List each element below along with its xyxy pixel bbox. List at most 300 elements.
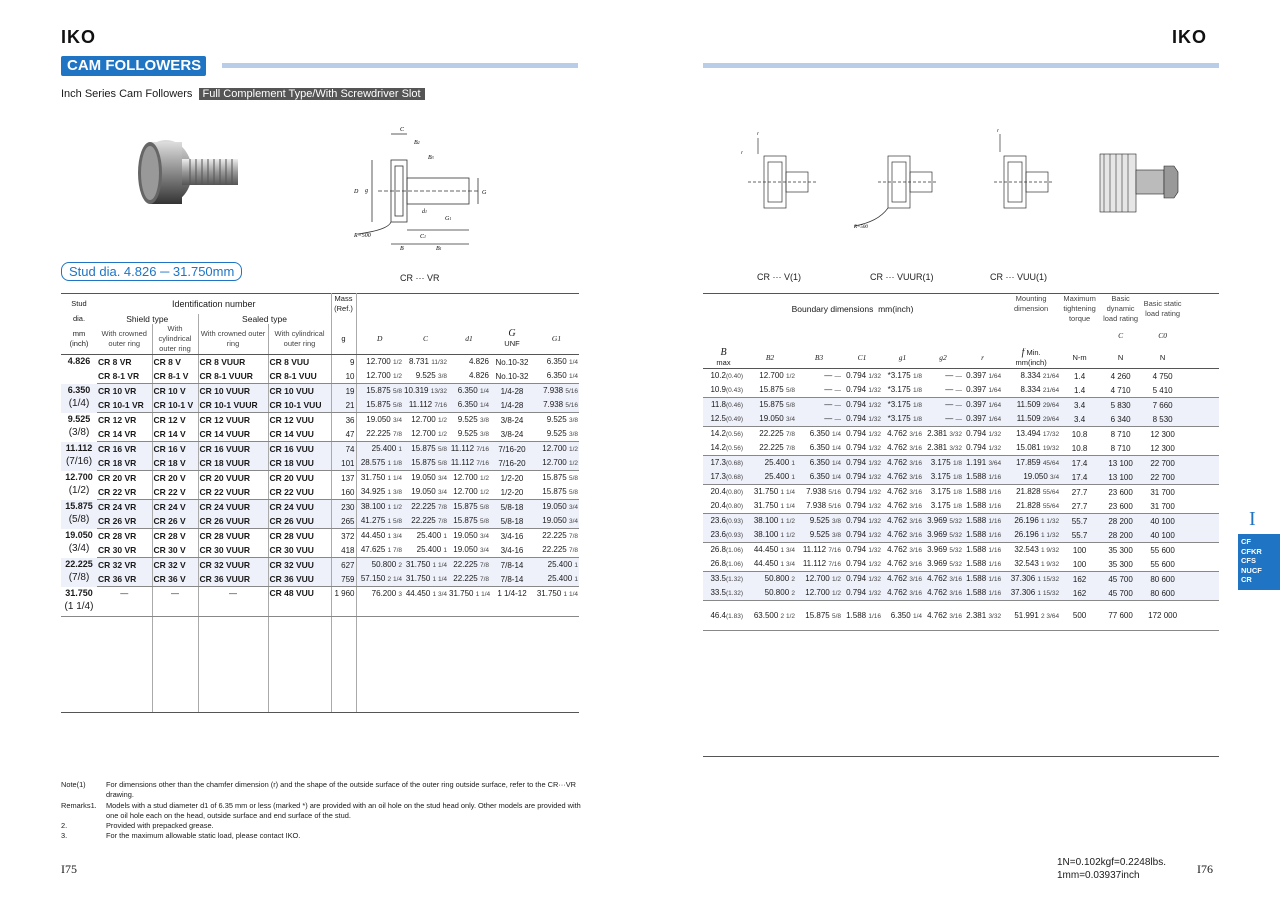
d1-cell: [448, 384, 490, 399]
b3-value: 6.350: [809, 429, 830, 438]
d-value: 31.750: [360, 473, 386, 482]
table-row: [61, 587, 579, 617]
b-value: 26.8: [710, 559, 727, 568]
th-r: r: [963, 348, 1002, 369]
b-value: 20.4: [710, 487, 727, 496]
g1-value: 7.938: [543, 400, 564, 409]
b3-cell: [796, 557, 842, 572]
table-row: [703, 499, 1219, 514]
g2-cell: [923, 601, 963, 631]
stud-dia-cell: [61, 442, 97, 471]
r-fraction: 1/16: [988, 474, 1002, 481]
b3-cell: [796, 412, 842, 427]
c-cell: [403, 514, 448, 529]
f-fraction: 29/64: [1042, 402, 1060, 409]
b3-value: 7.938: [806, 487, 827, 496]
d-cell: [356, 442, 403, 457]
d-cell: [356, 413, 403, 428]
d1-fraction: 3/8: [479, 417, 489, 424]
th-g: g: [331, 324, 356, 355]
torque-cell: 27.7: [1071, 487, 1088, 497]
c1-cell: [842, 412, 882, 427]
d-cell: [356, 500, 403, 515]
d1-fraction: 1/4: [479, 402, 489, 409]
g2-fraction: 1/8: [952, 474, 962, 481]
d1-value: 12.700: [453, 473, 478, 482]
stud-mm: 31.750: [65, 587, 93, 598]
c1-value: 0.794: [846, 443, 867, 452]
b-cell: [703, 499, 744, 514]
d-fraction: 5/8: [392, 388, 402, 395]
f-value: 37.306: [1010, 588, 1036, 597]
d1-fraction: 1/4: [479, 388, 489, 395]
shield-cyl-id: CR 8-1 V: [152, 369, 198, 384]
g2-value: 3.969: [927, 516, 948, 525]
tab-item-nucf: NUCF: [1241, 565, 1262, 575]
table-row: [61, 355, 579, 370]
g2-cell: [923, 456, 963, 471]
r-value: 1.588: [966, 501, 987, 510]
shield-cyl-id: CR 8 V: [152, 355, 198, 370]
r-cell: [963, 528, 1002, 543]
g1-fraction: 1/2: [568, 446, 578, 453]
b2-cell: [744, 441, 796, 456]
c-value: 19.050: [411, 473, 436, 482]
d1-value: 11.112: [450, 444, 475, 453]
b-value: 10.9: [710, 385, 727, 394]
c1-value: 0.794: [846, 400, 867, 409]
c1-fraction: 1/32: [868, 402, 881, 409]
g2-cell: [923, 514, 963, 529]
g2-cell: [923, 383, 963, 398]
g1-value: 25.400: [547, 560, 573, 569]
d-value: 38.100: [360, 502, 386, 511]
subtitle: Inch Series Cam Followers Full Complement Type/With Screwdriver Slot: [61, 88, 425, 100]
g1-cell: [534, 485, 579, 500]
b2-fraction: 2: [791, 590, 795, 597]
caption-cr-vuu: CR ··· VUU(1): [990, 272, 1047, 282]
r-cell: [963, 456, 1002, 471]
d-cell: [356, 529, 403, 544]
r-cell: [963, 383, 1002, 398]
th-B2: B2: [744, 348, 796, 369]
th-g2: g2: [923, 348, 963, 369]
dyn-load-cell: 35 300: [1108, 545, 1133, 555]
d-cell: [356, 587, 403, 617]
c1-cell: [842, 499, 882, 514]
g2-cell: [923, 543, 963, 558]
r-fraction: 3/64: [988, 460, 1002, 467]
mass-cell: 19: [331, 384, 356, 399]
d-cell: [356, 514, 403, 529]
c-fraction: 13/32: [430, 388, 447, 395]
c-cell: [403, 587, 448, 617]
c1-cell: [842, 456, 882, 471]
dyn-load-cell: 77 600: [1099, 601, 1142, 631]
c1-fraction: 1/16: [868, 612, 881, 620]
g1-cell: [882, 601, 923, 631]
b2-fraction: 5/8: [785, 402, 795, 409]
mass-cell: 265: [331, 514, 356, 529]
r-cell: [963, 412, 1002, 427]
svg-text:G1: G1: [445, 216, 452, 222]
note-text: For the maximum allowable static load, please contact IKO.: [106, 831, 301, 841]
b-cell: [703, 470, 744, 485]
shield-crowned-id: CR 14 VR: [97, 427, 152, 442]
d1-cell: [448, 413, 490, 428]
side-index-tab[interactable]: [1238, 534, 1280, 590]
r-value: 0.794: [966, 429, 987, 438]
d-value: 28.575: [360, 458, 386, 467]
f-value: 37.306: [1010, 574, 1036, 583]
sealed-cyl-id: CR 8-1 VUU: [268, 369, 331, 384]
c-value: 19.050: [411, 487, 436, 496]
f-cell: [1002, 398, 1060, 413]
c-fraction: 3/4: [437, 489, 447, 496]
b3-cell: [796, 543, 842, 558]
b2-value: 31.750: [753, 501, 779, 510]
f-value: 11.509: [1016, 414, 1041, 423]
tab-item-cr: CR: [1241, 575, 1252, 584]
b-cell: [703, 557, 744, 572]
note-line: [61, 831, 581, 841]
g1-cell: [534, 442, 579, 457]
g1-cell: [882, 470, 923, 485]
c1-value: 0.794: [846, 371, 867, 380]
shield-cyl-id: CR 22 V: [152, 485, 198, 500]
dyn-load-cell: 4 260: [1110, 371, 1131, 381]
svg-text:d1: d1: [422, 209, 427, 215]
torque-cell: 17.4: [1060, 470, 1099, 485]
g1-cell: [882, 383, 923, 398]
b-value: 23.6: [710, 530, 727, 539]
note-key: Note(1): [61, 780, 86, 789]
b3-fraction: 7/16: [828, 561, 841, 568]
sealed-cyl-id: CR 36 VUU: [268, 572, 331, 587]
svg-text:R=500: R=500: [854, 225, 868, 230]
g1-cell: [534, 471, 579, 486]
d1-fraction: 7/8: [479, 562, 489, 569]
th-Cdyn: C: [1118, 331, 1124, 340]
r-cell: [963, 543, 1002, 558]
r-value: 0.794: [966, 443, 987, 452]
unf-thread-cell: 1/2-20: [500, 473, 524, 483]
b2-fraction: 3/4: [785, 416, 795, 423]
f-value: 21.828: [1016, 501, 1041, 510]
r-fraction: 1/16: [988, 489, 1002, 496]
r-cell: [963, 499, 1002, 514]
d-cell: [356, 369, 403, 384]
c-value: 15.875: [411, 458, 436, 467]
c-cell: [403, 485, 448, 500]
shield-crowned-id: CR 28 VR: [97, 529, 152, 544]
c1-fraction: 1/32: [868, 474, 881, 481]
shield-cyl-id: CR 36 V: [152, 572, 198, 587]
c1-fraction: 1/32: [868, 576, 881, 583]
r-value: 2.381: [966, 610, 987, 620]
d1-value: 12.700: [453, 487, 478, 496]
d1-fraction: 5/8: [479, 518, 489, 525]
c1-value: 0.794: [846, 545, 867, 554]
sealed-cyl-id: CR 28 VUU: [268, 529, 331, 544]
cam-follower-photo: [128, 132, 248, 214]
b-value: 20.4: [710, 501, 727, 510]
th-G: G UNF: [490, 324, 534, 355]
c-value: 44.450: [405, 589, 431, 598]
b3-fraction: —: [834, 402, 841, 409]
g2-fraction: 5/32: [949, 518, 962, 525]
unf-thread-cell: No.10-32: [495, 357, 529, 367]
f-fraction: 1 1/32: [1041, 532, 1060, 539]
th-mount: Mounting dimension: [1002, 294, 1060, 349]
d1-value: 15.875: [453, 502, 478, 511]
f-cell: [1002, 369, 1060, 384]
g2-fraction: —: [955, 416, 962, 423]
shield-cyl-id: CR 12 V: [152, 413, 198, 428]
b2-value: 63.500: [753, 610, 779, 620]
g1-value: *3.175: [887, 414, 911, 423]
b2-value: 31.750: [753, 487, 779, 496]
b3-value: 6.350: [809, 472, 830, 481]
b-value: 11.8: [711, 400, 727, 409]
r-value: 1.588: [966, 588, 987, 597]
b-cell: [703, 441, 744, 456]
g1-fraction: 3/16: [909, 547, 922, 554]
table-row: [703, 441, 1219, 456]
f-cell: [1002, 601, 1060, 631]
f-cell: [1002, 485, 1060, 500]
r-fraction: 1/32: [988, 431, 1002, 438]
th-N2: N: [1142, 348, 1183, 369]
b-inch: (0.43): [726, 387, 743, 394]
c1-value: 0.794: [846, 458, 867, 467]
b-cell: [703, 572, 744, 587]
svg-text:R=500: R=500: [354, 233, 371, 239]
c1-fraction: 1/32: [868, 590, 881, 597]
b3-fraction: —: [834, 416, 841, 423]
table-row: [61, 413, 579, 428]
d1-fraction: 1 1/4: [475, 591, 490, 598]
b2-cell: [744, 470, 796, 485]
stud-inch: (7/8): [68, 571, 90, 583]
g1-fraction: 3/16: [909, 460, 922, 467]
b2-cell: [744, 601, 796, 631]
page-number-left: I75: [61, 862, 77, 876]
th-dia: dia.: [72, 314, 86, 323]
d1-cell: [448, 355, 490, 370]
sealed-crowned-id: —: [198, 587, 268, 617]
mass-cell: 627: [331, 558, 356, 573]
d-cell: [356, 384, 403, 399]
c-cell: [403, 384, 448, 399]
d-cell: [356, 558, 403, 573]
g1-value: 4.762: [887, 501, 908, 510]
d1-cell: [448, 369, 490, 384]
c-fraction: 7/8: [437, 504, 447, 511]
d1-fraction: 5/8: [479, 504, 489, 511]
b3-value: —: [824, 385, 833, 394]
c-cell: [403, 355, 448, 370]
g2-cell: [923, 572, 963, 587]
f-cell: [1002, 470, 1060, 485]
g2-cell: [923, 369, 963, 384]
g1-fraction: 3/16: [909, 518, 922, 525]
b2-fraction: 1 1/4: [780, 489, 795, 496]
b2-fraction: 1 1/4: [780, 503, 795, 510]
c-value: 31.750: [405, 560, 431, 569]
torque-cell: 3.4: [1060, 412, 1099, 427]
sealed-cyl-id: CR 20 VUU: [268, 471, 331, 486]
d-fraction: 1 3/8: [387, 489, 402, 496]
c1-fraction: 1/32: [868, 489, 881, 496]
b3-fraction: 1/4: [831, 431, 841, 438]
th-torque: Maximum tightening torque: [1060, 294, 1099, 349]
b3-value: —: [824, 400, 833, 409]
g1-fraction: 5/16: [565, 388, 578, 395]
g1-fraction: 1/4: [912, 612, 922, 620]
g1-value: 4.762: [887, 458, 908, 467]
th-B3: B3: [796, 348, 842, 369]
b-inch: (0.40): [726, 373, 743, 380]
r-value: 1.588: [966, 545, 987, 554]
svg-text:G: G: [482, 190, 487, 196]
c1-fraction: 1/32: [868, 445, 881, 452]
g1-value: 12.700: [542, 458, 567, 467]
b-inch: (0.68): [726, 474, 743, 481]
table-row: [61, 572, 579, 587]
b2-fraction: 2: [791, 576, 795, 583]
d1-cell: [448, 587, 490, 617]
c-value: 10.319: [404, 386, 429, 395]
g1-value: 19.050: [542, 516, 567, 525]
d-value: 76.200: [371, 589, 397, 598]
g2-fraction: 3/32: [949, 445, 962, 452]
b2-fraction: 2 1/2: [780, 612, 795, 620]
drawing-caption-cr-vr: CR ··· VR: [400, 273, 440, 283]
d1-value: 22.225: [453, 574, 478, 583]
r-value: 0.397: [966, 400, 987, 409]
g2-value: 3.969: [927, 545, 948, 554]
d-cell: [356, 572, 403, 587]
dyn-load-cell: 13 100: [1099, 470, 1142, 485]
c1-value: 0.794: [846, 574, 867, 583]
f-fraction: 55/64: [1042, 489, 1060, 496]
th-cyl-1: With cylindrical outer ring: [152, 324, 198, 355]
shield-cyl-id: CR 30 V: [152, 543, 198, 558]
b3-fraction: 3/8: [831, 518, 841, 525]
d1-fraction: 3/4: [479, 533, 489, 540]
b3-value: 15.875: [805, 610, 830, 620]
table-row: [703, 543, 1219, 558]
c-value: 25.400: [416, 545, 442, 554]
g2-fraction: 5/32: [949, 561, 962, 568]
torque-cell: 500: [1060, 601, 1099, 631]
unf-thread-cell: 5/8-18: [490, 500, 534, 515]
d-fraction: 5/8: [392, 402, 402, 409]
sealed-cyl-id: CR 8 VUU: [268, 355, 331, 370]
b3-cell: [796, 601, 842, 631]
torque-cell: 162: [1060, 586, 1099, 601]
b-value: 10.2: [710, 371, 727, 380]
svg-text:r: r: [741, 151, 743, 156]
mass-cell: 47: [331, 427, 356, 442]
g1-value: *3.175: [887, 400, 911, 409]
stud-inch: (1 1/4): [64, 600, 94, 612]
f-fraction: 3/4: [1050, 474, 1060, 481]
g2-cell: [923, 557, 963, 572]
dim-c: C: [400, 127, 405, 133]
mass-cell: 160: [331, 485, 356, 500]
unf-thread-cell: 1/2-20: [490, 485, 534, 500]
r-fraction: 3/32: [988, 612, 1002, 620]
c1-fraction: 1/32: [868, 503, 881, 510]
table-filler: [703, 631, 1219, 757]
th-units: mm (inch): [61, 324, 97, 355]
r-fraction: 1/64: [988, 402, 1002, 409]
c-fraction: 1/2: [437, 431, 447, 438]
b2-cell: [744, 369, 796, 384]
g1-cell: [534, 500, 579, 515]
g1-fraction: 3/4: [568, 504, 578, 511]
stud-mm: 15.875: [65, 500, 93, 511]
stud-dia-cell: [61, 587, 97, 617]
g2-cell: [923, 398, 963, 413]
torque-cell: 100: [1072, 545, 1087, 555]
c-fraction: 1 1/4: [432, 576, 447, 583]
g1-cell: [534, 543, 579, 558]
c1-fraction: 1/32: [868, 532, 881, 539]
c1-value: 0.794: [846, 530, 867, 539]
g1-cell: [882, 499, 923, 514]
b2-value: 38.100: [753, 530, 779, 539]
g2-fraction: 3/16: [949, 590, 962, 597]
d-fraction: 1: [398, 446, 402, 453]
c-cell: [403, 529, 448, 544]
c-cell: [403, 427, 448, 442]
f-cell: [1002, 383, 1060, 398]
f-fraction: 19/32: [1042, 445, 1060, 452]
stud-mm: 11.112: [65, 442, 93, 453]
th-nm: N-m: [1060, 348, 1099, 369]
th-N1: N: [1099, 348, 1142, 369]
c1-fraction: 1/32: [868, 518, 881, 525]
d-fraction: 1 5/8: [387, 518, 402, 525]
d-fraction: 7/8: [392, 431, 402, 438]
table-row: [61, 384, 579, 399]
sealed-crowned-id: CR 20 VUUR: [198, 471, 268, 486]
th-C: C: [403, 324, 448, 355]
d-fraction: 1 1/2: [387, 504, 402, 511]
c1-value: 0.794: [846, 429, 867, 438]
f-fraction: 55/64: [1042, 503, 1060, 510]
d-fraction: 1 7/8: [387, 547, 402, 554]
b3-fraction: 5/16: [828, 503, 841, 510]
f-cell: [1002, 427, 1060, 442]
torque-cell: 55.7: [1060, 514, 1099, 529]
b2-cell: [744, 528, 796, 543]
static-load-cell: 80 600: [1142, 586, 1183, 601]
g1-fraction: 1/8: [912, 402, 922, 409]
table-row: [61, 442, 579, 457]
c1-cell: [842, 557, 882, 572]
f-cell: [1002, 499, 1060, 514]
static-load-cell: 12 300: [1142, 441, 1183, 456]
g2-fraction: 1/8: [952, 489, 962, 496]
d-cell: [356, 398, 403, 413]
stud-inch: (7/16): [65, 455, 93, 467]
r-cell: [963, 557, 1002, 572]
d1-cell: [448, 427, 490, 442]
